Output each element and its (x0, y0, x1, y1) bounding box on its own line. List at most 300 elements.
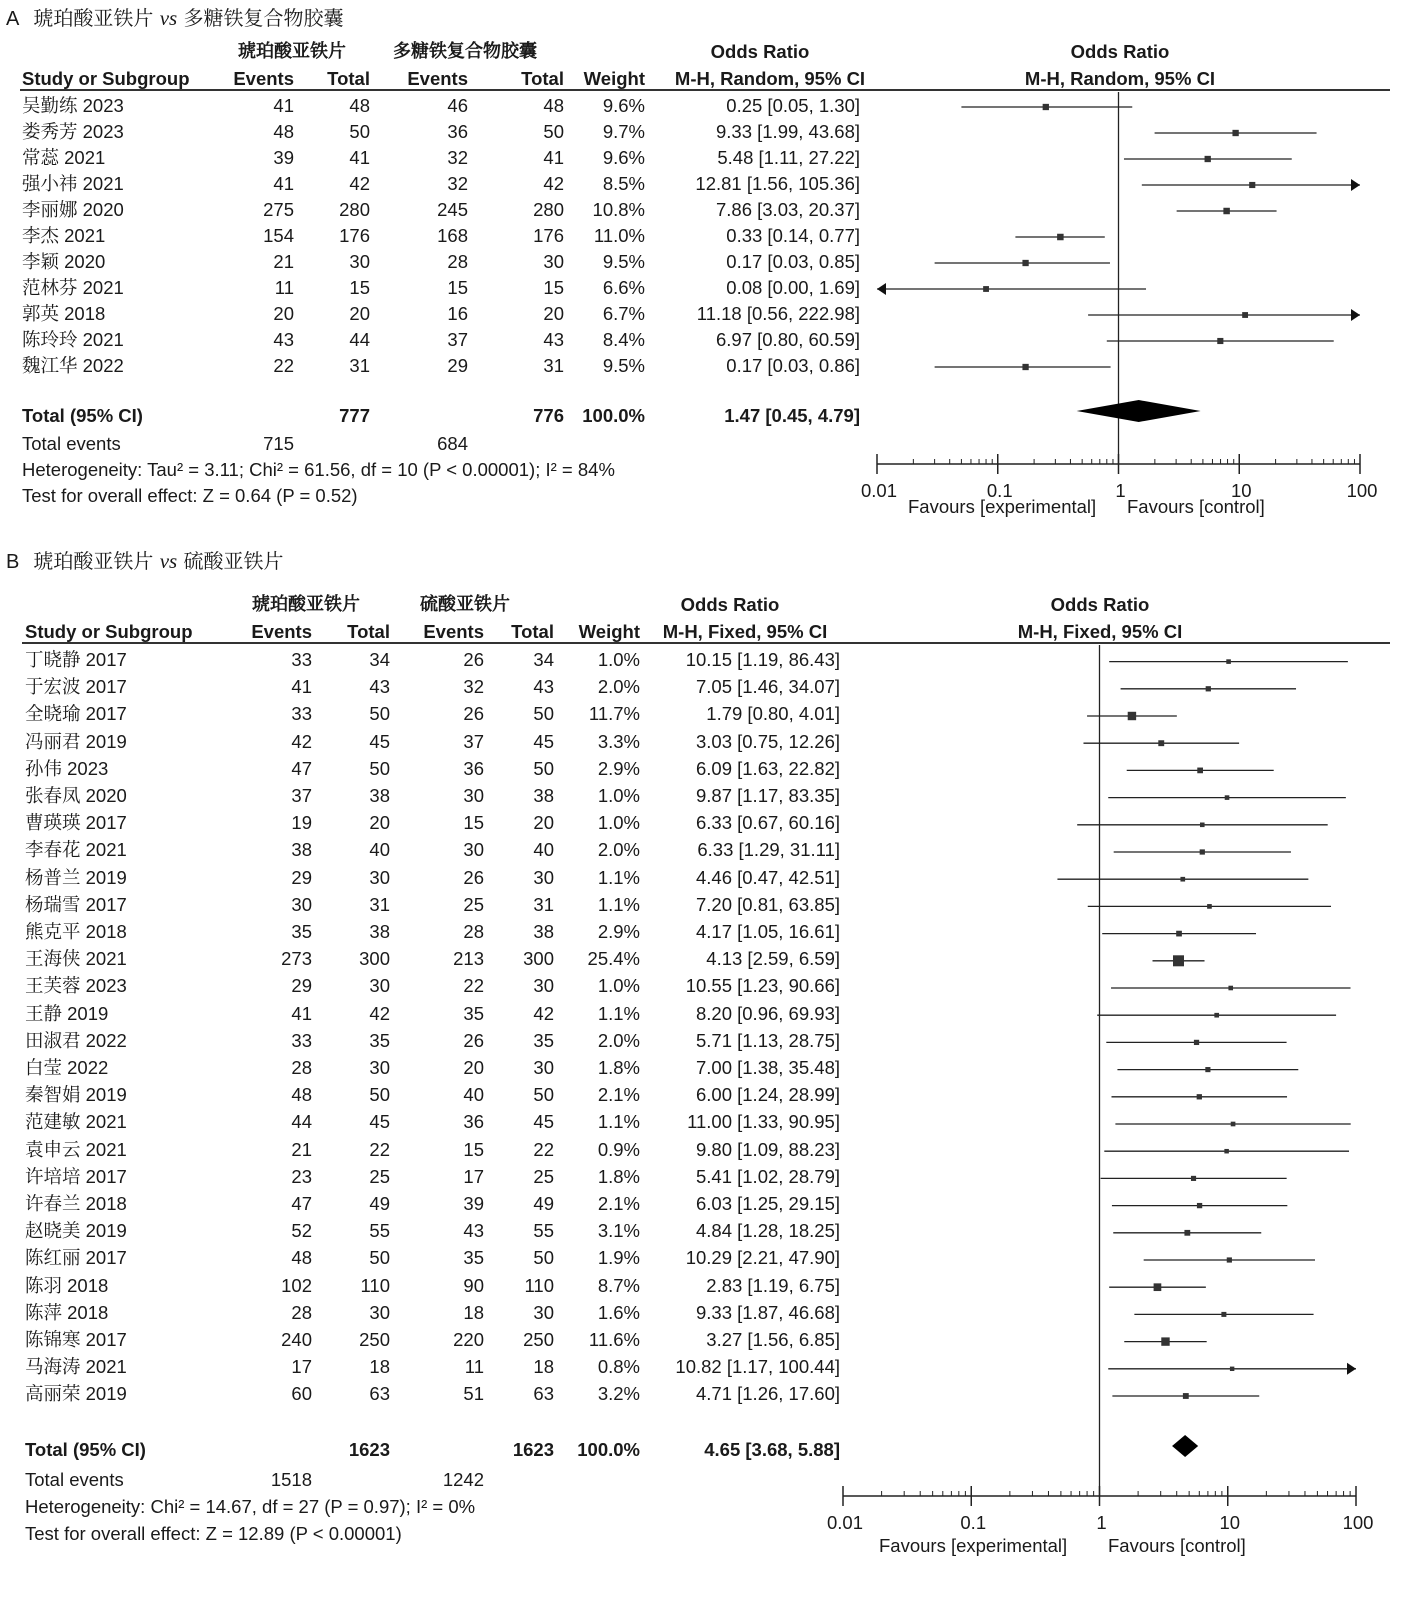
total2-value: 776 (533, 405, 564, 426)
group2-header: 多糖铁复合物胶囊 (393, 41, 537, 62)
or-ci-text: 4.46 [0.47, 42.51] (695, 866, 840, 888)
total-1: 38 (369, 785, 390, 806)
total-1: 22 (369, 1138, 390, 1160)
events-1: 33 (291, 649, 312, 670)
or-ci-text: 0.08 [0.00, 1.69] (726, 277, 860, 298)
total-label: Total (95% CI) (22, 405, 143, 426)
total-1: 250 (359, 1329, 390, 1350)
total-2: 41 (543, 147, 564, 168)
events-1: 42 (291, 730, 312, 752)
or-ci-text: 1.79 [0.80, 4.01] (706, 703, 840, 725)
or-ci-text: 6.33 [0.67, 60.16] (695, 812, 840, 834)
title-part1: 琥珀酸亚铁片 (33, 549, 160, 573)
events-1: 38 (291, 839, 312, 861)
point-estimate (1206, 686, 1211, 691)
events-2: 26 (463, 703, 484, 725)
panel-label: A (6, 8, 20, 30)
x-tick-label: 0.01 (860, 480, 898, 501)
study-name: 赵晓美 2019 (25, 1220, 127, 1242)
study-name: 秦智娟 2019 (25, 1084, 127, 1106)
study-name: 陈锦寒 2017 (25, 1329, 127, 1350)
events-2: 32 (447, 173, 468, 194)
events-1: 47 (291, 757, 312, 779)
point-estimate (1230, 1367, 1234, 1371)
events-1: 47 (291, 1193, 312, 1214)
events-1: 21 (291, 1138, 312, 1160)
study-name: 田淑君 2022 (25, 1029, 127, 1051)
or-ci-text: 12.81 [1.56, 105.36] (695, 173, 860, 194)
favours-right: Favours [control] (1108, 1535, 1246, 1556)
study-name: 孙伟 2023 (25, 757, 109, 779)
events-1: 19 (291, 812, 312, 834)
point-estimate (983, 286, 989, 292)
total2-header: Total (521, 68, 564, 89)
or-ci-text: 6.33 [1.29, 31.11] (697, 839, 840, 861)
or-ci-text: 6.03 [1.25, 29.15] (695, 1193, 840, 1214)
weight-value: 1.6% (597, 1301, 640, 1323)
study-name: 郭英 2018 (22, 303, 106, 324)
weight-value: 1.0% (597, 975, 640, 997)
point-estimate (1022, 364, 1028, 370)
point-estimate (1200, 823, 1205, 828)
point-estimate (1057, 234, 1064, 241)
total-1: 300 (359, 948, 390, 970)
total-2: 50 (543, 121, 564, 142)
title-part2: 多糖铁复合物胶囊 (177, 6, 344, 30)
total-1: 176 (339, 225, 370, 246)
total-1: 50 (349, 121, 370, 142)
total-2: 176 (533, 225, 564, 246)
study-header: Study or Subgroup (25, 621, 193, 642)
study-name: 强小祎 2021 (22, 173, 124, 194)
total-2: 30 (533, 1301, 554, 1323)
point-estimate (1043, 104, 1049, 110)
study-name: 常蕊 2021 (22, 147, 106, 168)
events-2: 26 (463, 649, 484, 670)
total-2: 48 (543, 95, 564, 116)
events-2: 26 (463, 866, 484, 888)
point-estimate (1227, 1257, 1232, 1262)
or-ci-text: 3.27 [1.56, 6.85] (706, 1329, 840, 1350)
events-2: 36 (463, 757, 484, 779)
study-name: 熊克平 2018 (25, 921, 127, 942)
x-tick-label: 10 (1219, 1512, 1241, 1533)
events-2: 245 (437, 199, 468, 220)
events-1: 275 (263, 199, 294, 220)
events-1: 44 (291, 1111, 312, 1133)
total-2: 31 (533, 893, 554, 915)
study-name: 陈玲玲 2021 (22, 329, 124, 350)
weight-value: 6.6% (602, 277, 645, 298)
group1-header: 琥珀酸亚铁片 (252, 594, 360, 615)
study-name: 魏江华 2022 (22, 355, 124, 376)
events-1: 28 (291, 1301, 312, 1323)
weight-value: 1.1% (597, 866, 640, 888)
events-2: 25 (463, 893, 484, 915)
point-estimate (1161, 1337, 1169, 1345)
study-name: 吴勤练 2023 (22, 95, 124, 116)
events-1: 48 (291, 1084, 312, 1106)
title-part2: 硫酸亚铁片 (177, 549, 284, 573)
or-ci-text: 9.80 [1.09, 88.23] (695, 1138, 840, 1160)
or-title-left: Odds Ratio (710, 41, 810, 62)
point-estimate (1231, 1122, 1236, 1127)
or-ci-text: 0.17 [0.03, 0.86] (726, 355, 860, 376)
events-1: 41 (291, 1002, 312, 1024)
point-estimate (1200, 849, 1205, 854)
total-2: 18 (533, 1356, 554, 1378)
total2-header: Total (511, 621, 554, 642)
weight-header: Weight (578, 621, 640, 642)
events-2: 20 (463, 1057, 484, 1078)
weight-value: 9.7% (602, 121, 645, 142)
forest-plot-a (0, 0, 1411, 550)
total1-header: Total (327, 68, 370, 89)
study-name: 张春凤 2020 (25, 785, 127, 806)
total-1: 18 (369, 1356, 390, 1378)
total-1: 45 (369, 730, 390, 752)
total-events-1: 715 (263, 433, 294, 454)
total-2: 63 (533, 1383, 554, 1405)
events2-header: Events (407, 68, 468, 89)
total-1: 45 (369, 1111, 390, 1133)
point-estimate (1197, 768, 1203, 774)
events-1: 23 (291, 1165, 312, 1187)
study-name: 曹瑛瑛 2017 (25, 812, 127, 834)
study-name: 李颖 2020 (22, 251, 106, 272)
study-name: 冯丽君 2019 (25, 730, 127, 752)
study-name: 范建敏 2021 (25, 1111, 127, 1133)
or-ci-text: 3.03 [0.75, 12.26] (695, 730, 840, 752)
or-ci-text: 4.71 [1.26, 17.60] (695, 1383, 840, 1405)
total-2: 25 (533, 1165, 554, 1187)
events-1: 33 (291, 1029, 312, 1051)
total-2: 20 (543, 303, 564, 324)
total-1: 63 (369, 1383, 390, 1405)
ci-arrow-right (1351, 179, 1360, 191)
events-2: 51 (463, 1383, 484, 1405)
total-2: 43 (533, 676, 554, 698)
total-2: 38 (533, 785, 554, 806)
events-1: 48 (273, 121, 294, 142)
weight-value: 1.1% (597, 893, 640, 915)
total1-header: Total (347, 621, 390, 642)
weight-value: 11.0% (593, 225, 645, 246)
total-2: 300 (523, 948, 554, 970)
x-tick-label: 100 (1342, 1512, 1374, 1533)
events-1: 30 (291, 893, 312, 915)
or-ci-text: 11.18 [0.56, 222.98] (696, 303, 860, 324)
weight-header: Weight (583, 68, 645, 89)
point-estimate (1183, 1393, 1189, 1399)
point-estimate (1205, 156, 1211, 162)
weight-value: 8.4% (602, 329, 645, 350)
study-name: 范林芬 2021 (22, 277, 124, 298)
total-2: 42 (533, 1002, 554, 1024)
events-1: 43 (273, 329, 294, 350)
study-name: 杨瑞雪 2017 (25, 893, 127, 915)
study-name: 丁晓静 2017 (25, 649, 127, 670)
point-estimate (1224, 1149, 1229, 1154)
or-title-right: Odds Ratio (1070, 41, 1170, 62)
point-estimate (1197, 1203, 1202, 1208)
weight-value: 3.2% (597, 1383, 640, 1405)
or-method-right: M-H, Random, 95% CI (1024, 68, 1216, 89)
or-ci-text: 10.55 [1.23, 90.66] (685, 975, 840, 997)
weight-value: 1.8% (597, 1057, 640, 1078)
events-2: 29 (447, 355, 468, 376)
events-2: 90 (463, 1274, 484, 1296)
total-1: 49 (369, 1193, 390, 1214)
or-ci-text: 2.83 [1.19, 6.75] (706, 1274, 840, 1296)
favours-left: Favours [experimental] (908, 496, 1097, 517)
total-weight: 100.0% (582, 405, 645, 426)
total-2: 49 (533, 1193, 554, 1214)
weight-value: 2.1% (597, 1193, 640, 1214)
events-2: 28 (463, 921, 484, 942)
or-ci-text: 7.86 [3.03, 20.37] (715, 199, 860, 220)
weight-value: 1.0% (597, 785, 640, 806)
point-estimate (1128, 712, 1136, 720)
ci-arrow-right (1347, 1363, 1356, 1375)
events-1: 35 (291, 921, 312, 942)
events-1: 21 (273, 251, 294, 272)
study-name: 李春花 2021 (25, 839, 127, 861)
total-2: 43 (543, 329, 564, 350)
x-tick-label: 0.1 (986, 480, 1013, 501)
or-ci-text: 0.33 [0.14, 0.77] (726, 225, 860, 246)
point-estimate (1249, 182, 1255, 188)
weight-value: 2.0% (597, 1029, 640, 1051)
total-2: 110 (524, 1274, 554, 1296)
or-ci-text: 5.41 [1.02, 28.79] (695, 1165, 840, 1187)
total-1: 43 (369, 676, 390, 698)
total2-value: 1623 (512, 1439, 554, 1460)
weight-value: 1.1% (597, 1002, 640, 1024)
events-2: 213 (453, 948, 484, 970)
weight-value: 1.9% (597, 1247, 640, 1269)
total-1: 55 (369, 1220, 390, 1242)
events-2: 17 (463, 1165, 484, 1187)
point-estimate (1158, 740, 1164, 746)
or-ci-text: 5.48 [1.11, 27.22] (717, 147, 860, 168)
point-estimate (1207, 904, 1212, 909)
point-estimate (1225, 795, 1230, 800)
total-2: 15 (543, 277, 564, 298)
or-ci-text: 9.33 [1.99, 43.68] (715, 121, 860, 142)
total-2: 30 (543, 251, 564, 272)
total-label: Total (95% CI) (25, 1439, 146, 1460)
weight-value: 1.0% (597, 649, 640, 670)
point-estimate (1176, 931, 1182, 937)
point-estimate (1217, 338, 1223, 344)
weight-value: 10.8% (592, 199, 645, 220)
study-name: 王静 2019 (25, 1002, 109, 1024)
study-name: 陈萍 2018 (25, 1301, 109, 1323)
title-vs: vs (159, 6, 178, 30)
total-1: 20 (369, 812, 390, 834)
events2-header: Events (423, 621, 484, 642)
weight-value: 3.1% (597, 1220, 640, 1242)
total-2: 30 (533, 866, 554, 888)
study-name: 白莹 2022 (25, 1057, 109, 1078)
total-1: 34 (369, 649, 390, 670)
total-events-2: 684 (437, 433, 468, 454)
weight-value: 11.7% (588, 703, 640, 725)
total-events-label: Total events (25, 1469, 124, 1490)
total-1: 35 (369, 1029, 390, 1051)
study-name: 娄秀芳 2023 (22, 121, 124, 142)
total-1: 38 (369, 921, 390, 942)
events-1: 41 (273, 173, 294, 194)
weight-value: 2.1% (597, 1084, 640, 1106)
total-2: 45 (533, 1111, 554, 1133)
events-2: 16 (447, 303, 468, 324)
study-name: 陈红丽 2017 (25, 1247, 127, 1269)
events-2: 15 (463, 812, 484, 834)
or-title-right: Odds Ratio (1050, 594, 1150, 615)
total-1: 50 (369, 703, 390, 725)
total-1: 31 (369, 893, 390, 915)
weight-value: 1.8% (597, 1165, 640, 1187)
study-name: 高丽荣 2019 (25, 1383, 127, 1405)
study-name: 李杰 2021 (22, 225, 106, 246)
total-1: 50 (369, 1084, 390, 1106)
total-1: 31 (349, 355, 370, 376)
point-estimate (1184, 1230, 1190, 1236)
total-1: 110 (360, 1274, 390, 1296)
total-2: 30 (533, 1057, 554, 1078)
weight-value: 0.8% (597, 1356, 640, 1378)
events-1: 39 (273, 147, 294, 168)
x-tick-label: 0.01 (826, 1512, 864, 1533)
weight-value: 1.0% (597, 812, 640, 834)
point-estimate (1173, 955, 1184, 966)
total-2: 250 (523, 1329, 554, 1350)
group1-header: 琥珀酸亚铁片 (238, 41, 346, 62)
point-estimate (1197, 1094, 1202, 1099)
point-estimate (1228, 986, 1233, 991)
total-or-text: 1.47 [0.45, 4.79] (724, 405, 860, 426)
favours-right: Favours [control] (1127, 496, 1265, 517)
events-2: 15 (463, 1138, 484, 1160)
weight-value: 2.9% (597, 757, 640, 779)
total-2: 35 (533, 1029, 554, 1051)
or-title-left: Odds Ratio (680, 594, 780, 615)
events-1: 29 (291, 866, 312, 888)
total-1: 20 (349, 303, 370, 324)
events-1: 102 (281, 1274, 312, 1296)
events-2: 26 (463, 1029, 484, 1051)
study-name: 全晓瑜 2017 (25, 703, 127, 725)
events-1: 52 (291, 1220, 312, 1242)
total-2: 31 (543, 355, 564, 376)
events1-header: Events (251, 621, 312, 642)
events-1: 273 (281, 948, 312, 970)
study-name: 王海侠 2021 (25, 948, 127, 970)
events-1: 11 (274, 277, 294, 298)
total-events-1: 1518 (270, 1469, 312, 1490)
overall-test-text: Test for overall effect: Z = 0.64 (P = 0.52) (22, 485, 358, 506)
total-1: 30 (369, 1301, 390, 1323)
total-2: 55 (533, 1220, 554, 1242)
total-events-label: Total events (22, 433, 121, 454)
or-ci-text: 9.87 [1.17, 83.35] (695, 785, 840, 806)
overall-test-text: Test for overall effect: Z = 12.89 (P < 0.00001) (25, 1523, 402, 1544)
events-2: 18 (463, 1301, 484, 1323)
point-estimate (1194, 1040, 1199, 1045)
weight-value: 8.5% (602, 173, 645, 194)
point-estimate (1191, 1176, 1196, 1181)
point-estimate (1221, 1312, 1226, 1317)
heterogeneity-text: Heterogeneity: Tau² = 3.11; Chi² = 61.56, df = 10 (P < 0.00001); I² = 84% (22, 459, 615, 480)
total-1: 44 (349, 329, 370, 350)
study-name: 王芙蓉 2023 (25, 975, 127, 997)
events-2: 36 (447, 121, 468, 142)
weight-value: 11.6% (588, 1329, 640, 1350)
group2-header: 硫酸亚铁片 (420, 594, 510, 615)
point-estimate (1205, 1067, 1210, 1072)
total-2: 34 (533, 649, 554, 670)
events-1: 48 (291, 1247, 312, 1269)
events-2: 220 (453, 1329, 484, 1350)
or-ci-text: 5.71 [1.13, 28.75] (695, 1029, 840, 1051)
events-2: 28 (447, 251, 468, 272)
events-2: 37 (447, 329, 468, 350)
or-method-right: M-H, Fixed, 95% CI (1017, 621, 1183, 642)
point-estimate (1154, 1283, 1162, 1291)
panel-label: B (6, 551, 20, 573)
or-ci-text: 7.20 [0.81, 63.85] (695, 893, 840, 915)
or-ci-text: 6.97 [0.80, 60.59] (715, 329, 860, 350)
events-1: 33 (291, 703, 312, 725)
events-2: 11 (464, 1356, 484, 1378)
events-1: 29 (291, 975, 312, 997)
pooled-diamond (1077, 400, 1201, 422)
weight-value: 3.3% (597, 730, 640, 752)
x-tick-label: 1 (1096, 1512, 1107, 1533)
total-2: 50 (533, 757, 554, 779)
weight-value: 2.0% (597, 839, 640, 861)
forest-plot-area-b (0, 550, 1411, 1600)
x-tick-label: 1 (1115, 480, 1126, 501)
ci-arrow-left (877, 283, 886, 295)
study-name: 于宏波 2017 (25, 676, 127, 698)
study-name: 许培培 2017 (25, 1165, 127, 1187)
study-name: 许春兰 2018 (25, 1193, 127, 1214)
events-2: 22 (463, 975, 484, 997)
or-ci-text: 7.00 [1.38, 35.48] (695, 1057, 840, 1078)
or-ci-text: 4.84 [1.28, 18.25] (695, 1220, 840, 1242)
or-ci-text: 0.17 [0.03, 0.85] (726, 251, 860, 272)
events-1: 20 (273, 303, 294, 324)
weight-value: 1.1% (597, 1111, 640, 1133)
weight-value: 9.5% (602, 251, 645, 272)
weight-value: 9.5% (602, 355, 645, 376)
events-2: 15 (447, 277, 468, 298)
or-method-left: M-H, Random, 95% CI (674, 68, 866, 89)
x-tick-label: 100 (1346, 480, 1378, 501)
or-ci-text: 6.00 [1.24, 28.99] (695, 1084, 840, 1106)
total-events-2: 1242 (442, 1469, 484, 1490)
title-vs: vs (159, 549, 178, 573)
total-1: 42 (369, 1002, 390, 1024)
total-1: 280 (339, 199, 370, 220)
total1-value: 777 (339, 405, 370, 426)
or-ci-text: 10.15 [1.19, 86.43] (685, 649, 840, 670)
events-2: 40 (463, 1084, 484, 1106)
study-name: 李丽娜 2020 (22, 199, 124, 220)
